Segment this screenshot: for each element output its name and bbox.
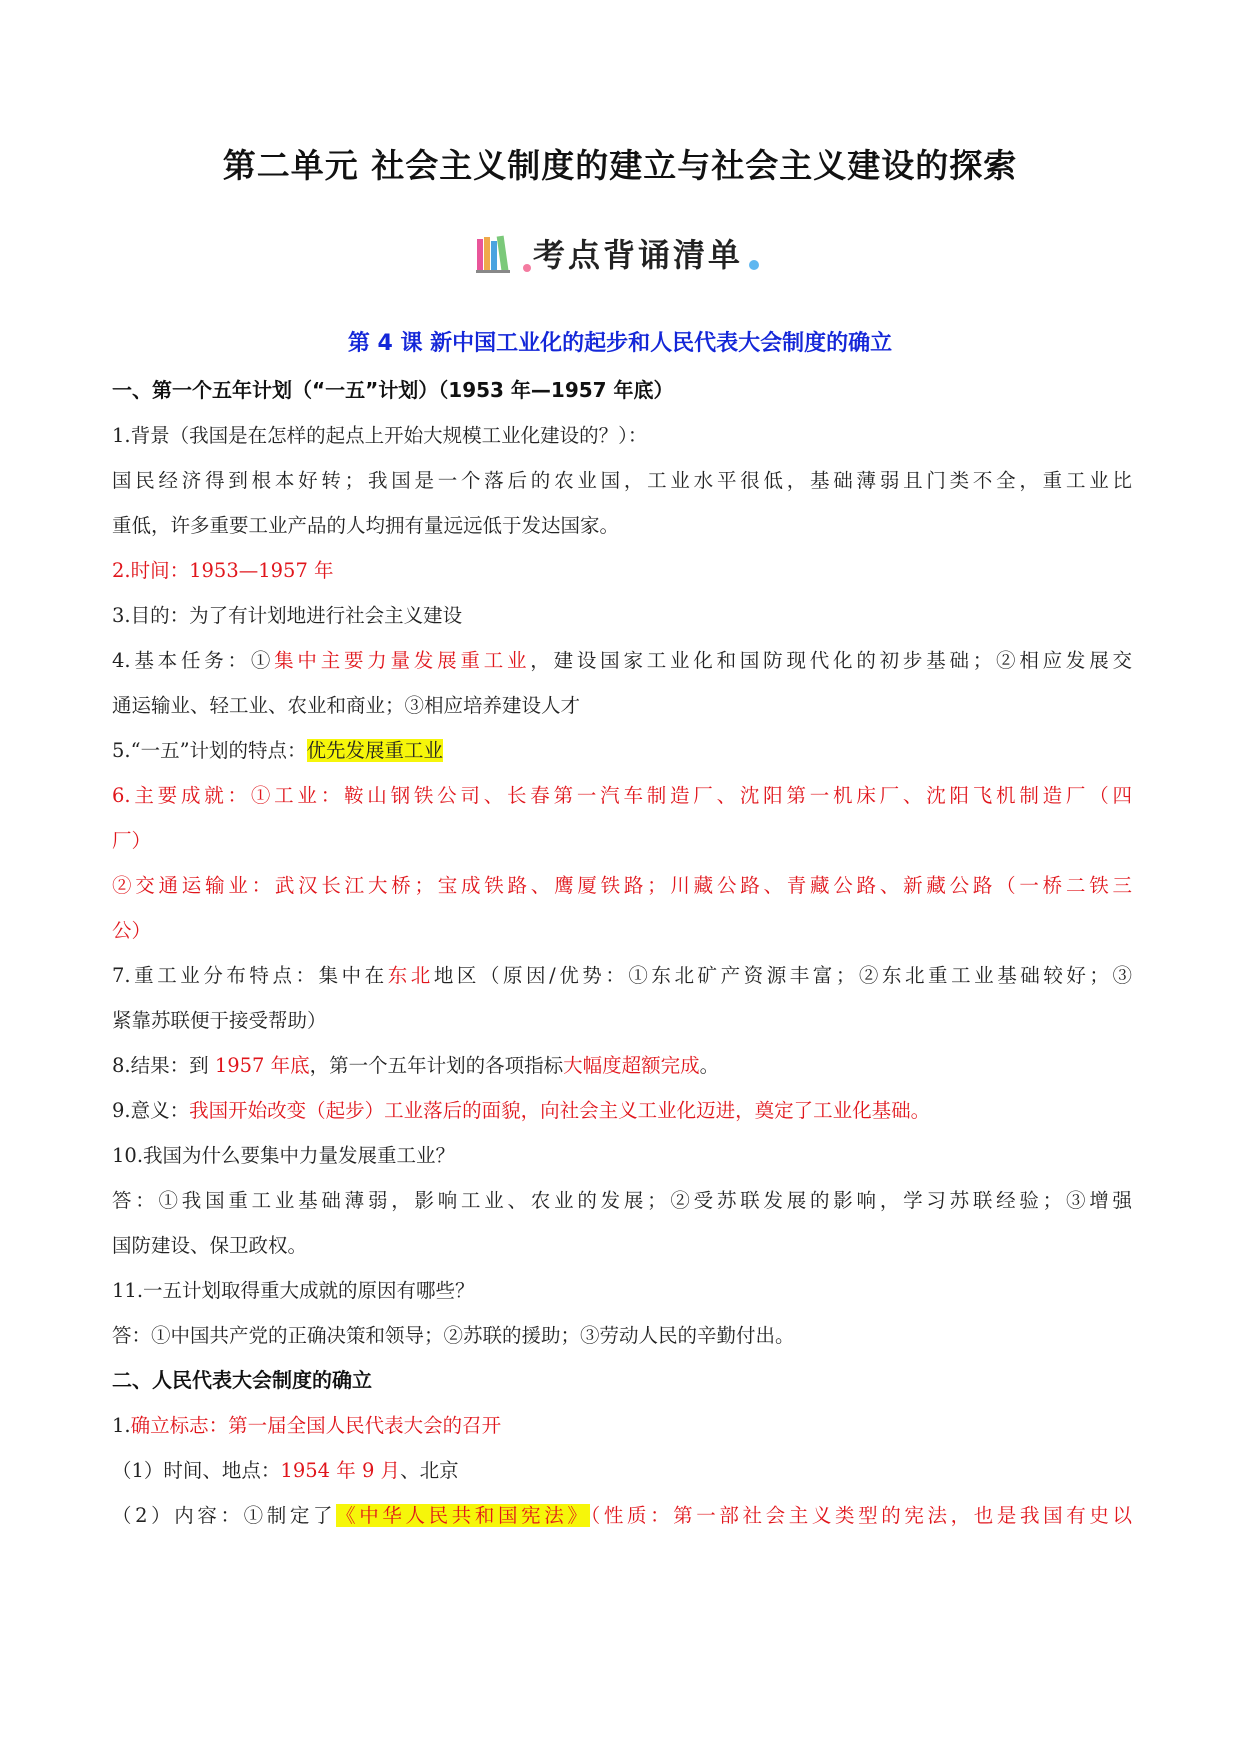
task-key: 集中主要力量发展重工业 — [274, 649, 531, 672]
time-place-date: 1954 年 9 月 — [280, 1459, 401, 1482]
result-key: 大幅度超额完成 — [563, 1054, 700, 1077]
mark-number: 1. — [112, 1414, 131, 1437]
books-icon — [475, 233, 519, 273]
mark-text: 确立标志：第一届全国人民代表大会的召开 — [130, 1414, 502, 1437]
distribution-rest: 地区（原因/优势：①东北矿产资源丰富；②东北重工业基础较好；③ — [433, 964, 1132, 987]
distribution-line-cont: 紧靠苏联便于接受帮助） — [112, 1009, 327, 1032]
feature-highlight: 优先发展重工业 — [306, 739, 444, 762]
task-line-cont: 通运输业、轻工业、农业和商业；③相应培养建设人才 — [112, 694, 581, 717]
task-rest: ，建设国家工业化和国防现代化的初步基础；②相应发展交 — [530, 649, 1132, 672]
answer-10-cont: 国防建设、保卫政权。 — [112, 1234, 308, 1257]
result-mid: ，第一个五年计划的各项指标 — [309, 1054, 564, 1077]
content — [112, 368, 1132, 1538]
feature-line — [112, 728, 1132, 773]
result-end: 。 — [699, 1054, 720, 1077]
subtitle-banner — [0, 230, 1240, 276]
significance-line — [112, 1088, 1132, 1133]
transport-line-cont: 公） — [112, 919, 152, 942]
background-text: 国民经济得到根本好转；我国是一个落后的农业国，工业水平很低，基础薄弱且门类不全，重工业比 — [112, 469, 1132, 492]
blue-dot-icon — [749, 260, 759, 270]
subtitle: 考点背诵清单 — [532, 236, 743, 274]
mark-line — [112, 1403, 1132, 1448]
background-label: 1.背景（我国是在怎样的起点上开始大规模工业化建设的？）： — [112, 424, 648, 447]
content-label: （2）内容：①制定了 — [112, 1504, 337, 1527]
achievement-line-cont: 厂） — [112, 829, 152, 852]
result-line — [112, 1043, 1132, 1088]
section-heading-2: 二、人民代表大会制度的确立 — [112, 1368, 372, 1392]
goal-line: 3.目的：为了有计划地进行社会主义建设 — [112, 604, 463, 627]
achievement-line: 6.主要成就：①工业：鞍山钢铁公司、长春第一汽车制造厂、沈阳第一机床厂、沈阳飞机制造厂（四 — [112, 784, 1132, 807]
distribution-key: 东北 — [387, 964, 434, 987]
section-heading-1: 一、第一个五年计划（“一五”计划）（1953 年—1957 年底） — [112, 378, 674, 402]
time-place-label: （1）时间、地点： — [112, 1459, 281, 1482]
distribution-label: 7.重工业分布特点：集中在 — [112, 964, 388, 987]
result-label: 8.结果：到 — [112, 1054, 215, 1077]
question-11: 11.一五计划取得重大成就的原因有哪些？ — [112, 1279, 475, 1302]
answer-11: 答：①中国共产党的正确决策和领导；②苏联的援助；③劳动人民的辛勤付出。 — [112, 1324, 795, 1347]
significance-label: 9.意义： — [112, 1099, 190, 1122]
task-label: 4.基本任务：① — [112, 649, 275, 672]
transport-line: ②交通运输业：武汉长江大桥；宝成铁路、鹰厦铁路；川藏公路、青藏公路、新藏公路（一桥二铁三 — [112, 874, 1132, 897]
constitution-highlight: 《中华人民共和国宪法》 — [336, 1504, 591, 1527]
content-line — [112, 1493, 1132, 1538]
time-line: 2.时间：1953—1957 年 — [112, 559, 334, 582]
time-place-line — [112, 1448, 1132, 1493]
unit-title: 第二单元 社会主义制度的建立与社会主义建设的探索 — [222, 146, 1018, 185]
lesson-title: 第 4 课 新中国工业化的起步和人民代表大会制度的确立 — [347, 331, 893, 356]
task-line — [112, 638, 1132, 683]
distribution-line — [112, 953, 1132, 998]
pink-dot-icon — [523, 264, 531, 272]
significance-text: 我国开始改变（起步）工业落后的面貌，向社会主义工业化迈进，奠定了工业化基础。 — [189, 1099, 931, 1122]
background-text-cont: 重低，许多重要工业产品的人均拥有量远远低于发达国家。 — [112, 514, 620, 537]
time-place-city: 、北京 — [400, 1459, 459, 1482]
content-rest: （性质：第一部社会主义类型的宪法，也是我国有史以 — [590, 1504, 1132, 1527]
question-10: 10.我国为什么要集中力量发展重工业？ — [112, 1144, 456, 1167]
feature-label: 5.“一五”计划的特点： — [112, 739, 307, 762]
answer-10: 答：①我国重工业基础薄弱，影响工业、农业的发展；②受苏联发展的影响，学习苏联经验；③增强 — [112, 1189, 1132, 1212]
result-date: 1957 年底 — [214, 1054, 310, 1077]
